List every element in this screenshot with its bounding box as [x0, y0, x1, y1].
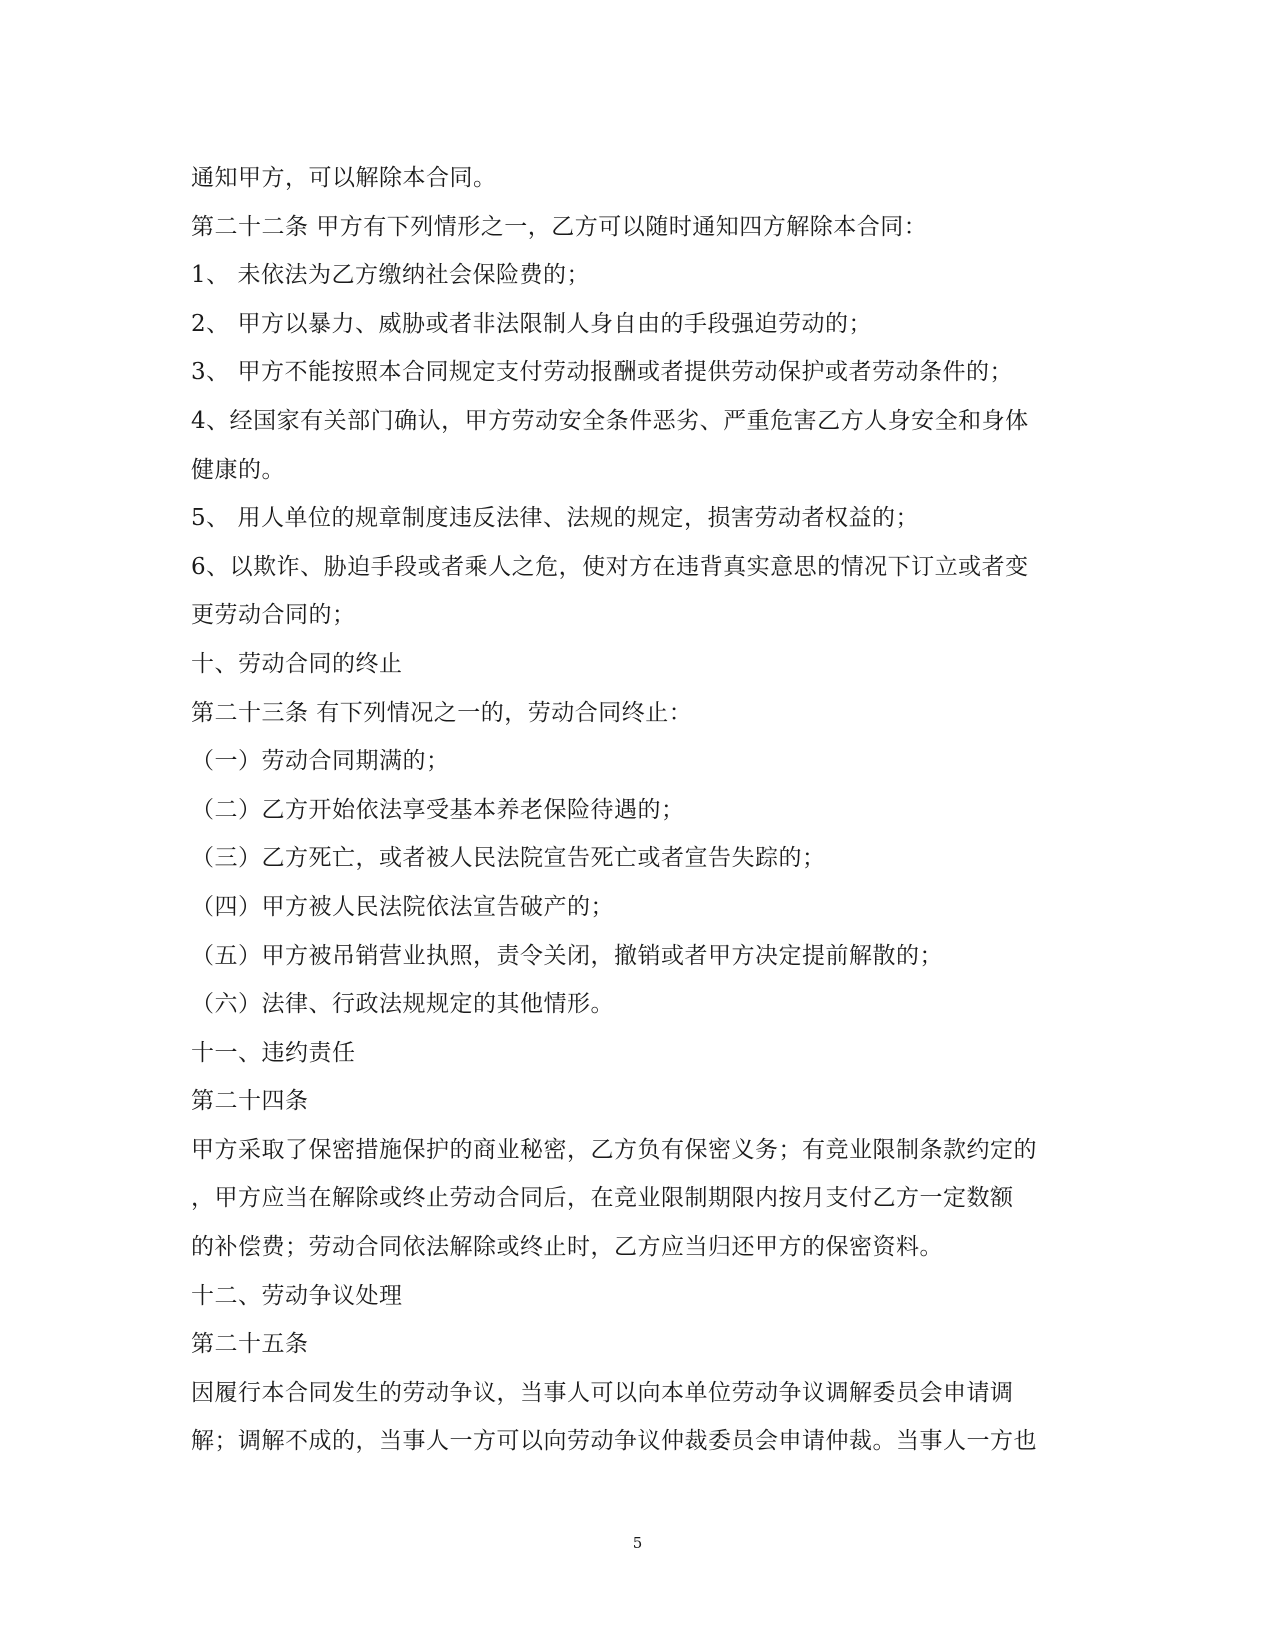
list-item: （六）法律、行政法规规定的其他情形。 — [191, 991, 614, 1018]
section-heading: 十、劳动合同的终止 — [191, 650, 403, 677]
list-item: （五）甲方被吊销营业执照，责令关闭，撤销或者甲方决定提前解散的； — [191, 942, 943, 969]
list-item: 1、 未依法为乙方缴纳社会保险费的； — [191, 262, 590, 289]
list-item: （四）甲方被人民法院依法宣告破产的； — [191, 893, 614, 920]
text-line: 健康的。 — [191, 456, 285, 483]
text-line: 因履行本合同发生的劳动争议，当事人可以向本单位劳动争议调解委员会申请调 — [191, 1379, 1014, 1406]
list-item: 6、以欺诈、胁迫手段或者乘人之危，使对方在违背真实意思的情况下订立或者变 — [191, 553, 1029, 580]
text-line: ，甲方应当在解除或终止劳动合同后，在竞业限制期限内按月支付乙方一定数额 — [191, 1185, 1014, 1212]
list-item: 2、 甲方以暴力、威胁或者非法限制人身自由的手段强迫劳动的； — [191, 310, 872, 337]
article-22-heading: 第二十二条 甲方有下列情形之一，乙方可以随时通知四方解除本合同： — [191, 213, 928, 240]
text-line: 通知甲方，可以解除本合同。 — [191, 165, 497, 191]
page-number: 5 — [632, 1534, 643, 1552]
list-item: 4、经国家有关部门确认，甲方劳动安全条件恶劣、严重危害乙方人身安全和身体 — [191, 407, 1029, 434]
list-item: （二）乙方开始依法享受基本养老保险待遇的； — [191, 796, 685, 823]
article-25-heading: 第二十五条 — [191, 1331, 309, 1358]
text-line: 甲方采取了保密措施保护的商业秘密，乙方负有保密义务；有竞业限制条款约定的 — [191, 1136, 1037, 1163]
text-line: 更劳动合同的； — [191, 602, 356, 629]
section-heading: 十一、违约责任 — [191, 1039, 356, 1066]
article-24-heading: 第二十四条 — [191, 1088, 309, 1115]
list-item: （一）劳动合同期满的； — [191, 748, 450, 775]
text-line: 解；调解不成的，当事人一方可以向劳动争议仲裁委员会申请仲裁。当事人一方也 — [191, 1428, 1037, 1455]
article-23-heading: 第二十三条 有下列情况之一的，劳动合同终止： — [191, 699, 693, 726]
section-heading: 十二、劳动争议处理 — [191, 1282, 403, 1309]
list-item: 5、 用人单位的规章制度违反法律、法规的规定，损害劳动者权益的； — [191, 505, 919, 532]
document-body — [191, 154, 1091, 1466]
list-item: 3、 甲方不能按照本合同规定支付劳动报酬或者提供劳动保护或者劳动条件的； — [191, 359, 1013, 386]
text-line: 的补偿费；劳动合同依法解除或终止时，乙方应当归还甲方的保密资料。 — [191, 1234, 943, 1261]
list-item: （三）乙方死亡，或者被人民法院宣告死亡或者宣告失踪的； — [191, 845, 826, 872]
